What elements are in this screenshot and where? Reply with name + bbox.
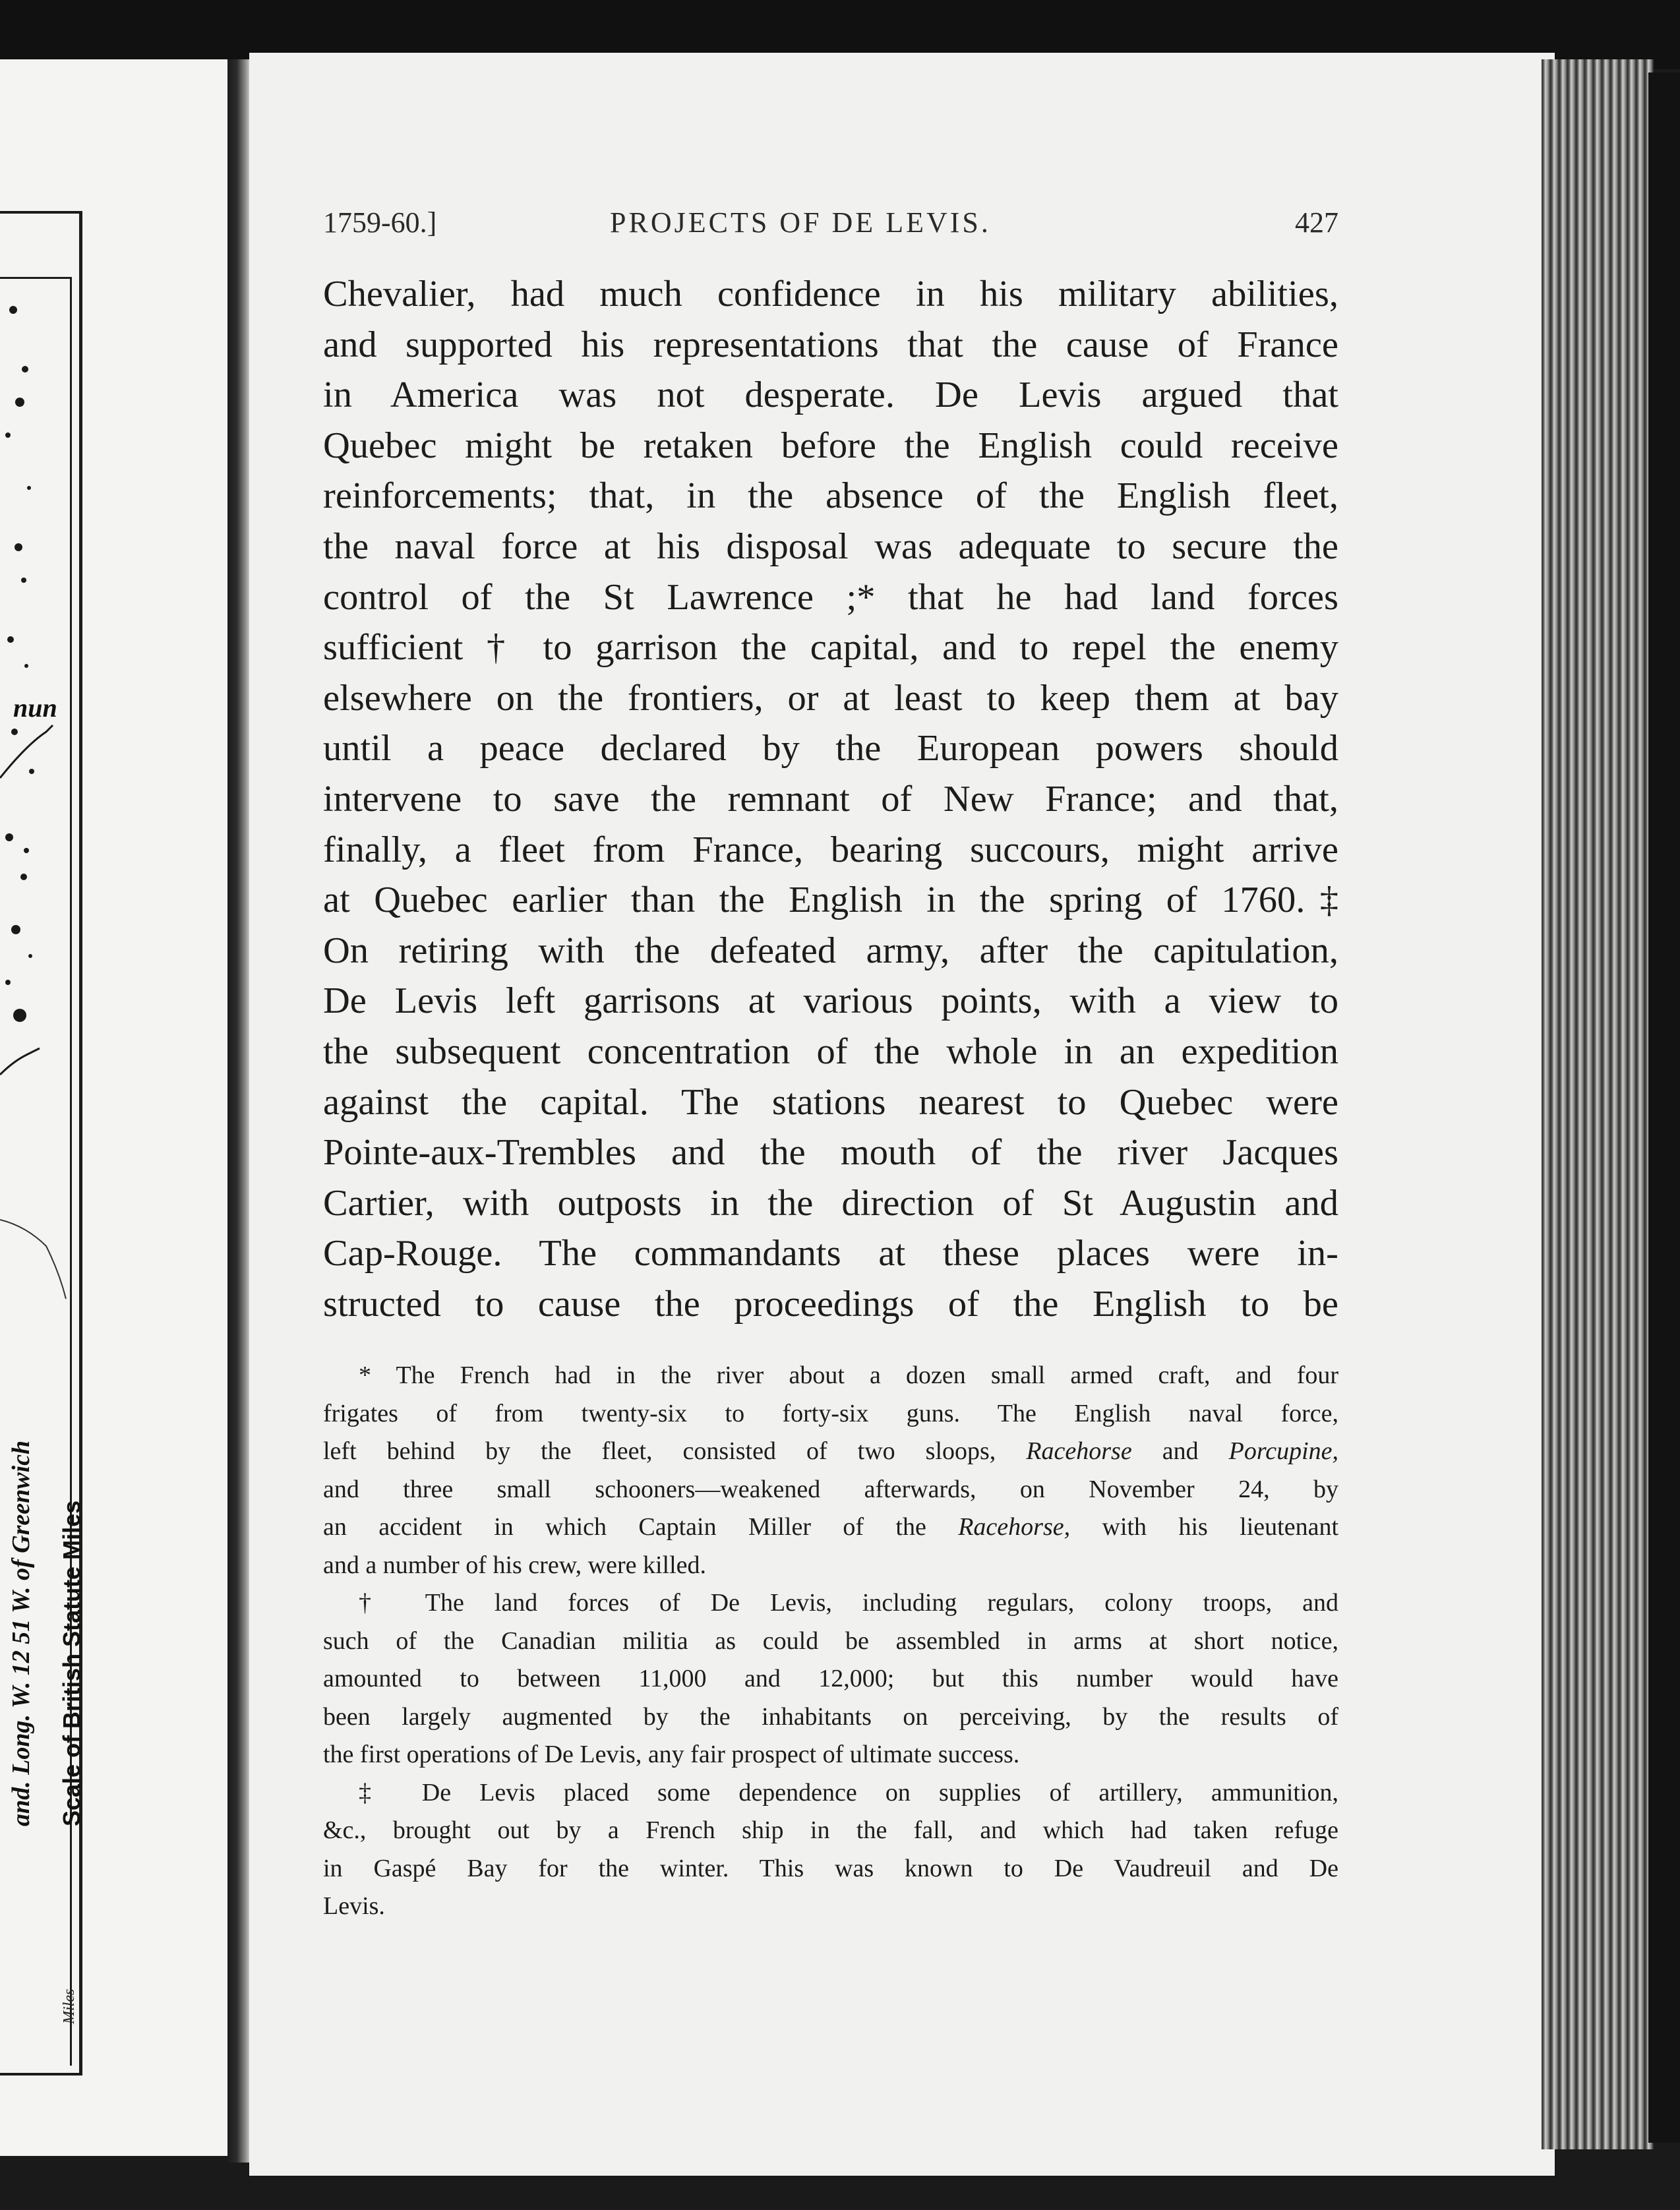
footnote-asterisk [323, 1357, 1338, 1584]
footnote-line: been largely augmented by the inhabitants on perceiving, by the results of [323, 1702, 1338, 1731]
page-edges [1542, 59, 1654, 2149]
book-gutter [227, 59, 251, 2163]
footnote-text: and [1131, 1437, 1229, 1465]
footnote-line: frigates of from twenty-six to forty-six guns. The English naval force, [323, 1399, 1338, 1427]
page-edges-shadow [1648, 73, 1680, 2143]
body-line: Cap-Rouge. The commandants at these places were in- [323, 1233, 1338, 1274]
footnote-line: Levis. [323, 1892, 385, 1920]
body-line: against the capital. The stations nearest to Quebec were [323, 1081, 1338, 1123]
footnote-line: and a number of his crew, were killed. [323, 1551, 707, 1579]
body-line: Pointe-aux-Trembles and the mouth of the river Jacques [323, 1132, 1338, 1174]
footnote-line: * The French had in the river about a dozen small armed craft, and four [359, 1361, 1338, 1389]
footnote-line: amounted to between 11,000 and 12,000; but this number would have [323, 1665, 1338, 1692]
running-header [323, 206, 1338, 252]
footnote-line: the first operations of De Levis, any fair prospect of ultimate success. [323, 1741, 1020, 1768]
body-line: control of the St Lawrence ;* that he had land forces [323, 576, 1338, 618]
body-line: at Quebec earlier than the English in the spring of 1760.‡ [323, 880, 1338, 921]
footnote-line [323, 1433, 1338, 1471]
body-text [323, 269, 1338, 1329]
map-scale-label: Scale of British Statute Miles [58, 1500, 85, 1826]
map-scale-miles: Miles [61, 1988, 78, 2024]
footnote-line [323, 1508, 1338, 1547]
body-line: Chevalier, had much confidence in his military abilities, [323, 274, 1338, 314]
footnote-line: † The land forces of De Levis, including regulars, colony troops, and [359, 1589, 1338, 1617]
body-line: intervene to save the remnant of New France; and that, [323, 778, 1338, 820]
map-coordinates-label: and. Long. W. 12 51 W. of Greenwich [7, 1440, 35, 1826]
body-line: in America was not desperate. De Levis argued that [323, 374, 1338, 416]
footnote-text: an accident in which Captain Miller of the [323, 1513, 959, 1541]
header-date-range: 1759-60.] [323, 206, 437, 239]
footnote-double-dagger [323, 1774, 1338, 1926]
body-line: structed to cause the proceedings of the English to be [323, 1283, 1338, 1325]
body-line: elsewhere on the frontiers, or at least to keep them at bay [323, 677, 1338, 719]
body-line: De Levis left garrisons at various points, with a view to [323, 980, 1338, 1022]
footnote-line: such of the Canadian militia as could be assembled in arms at short notice, [323, 1627, 1338, 1655]
footnote-line: in Gaspé Bay for the winter. This was known to De Vaudreuil and De [323, 1854, 1338, 1882]
map-river-label: nun [13, 693, 57, 723]
body-line: the subsequent concentration of the whole in an expedition [323, 1030, 1338, 1072]
footnote-line: ‡ De Levis placed some dependence on supplies of artillery, ammunition, [359, 1778, 1338, 1807]
ship-name: Porcupine, [1228, 1437, 1338, 1465]
body-line: the naval force at his disposal was adequate to secure the [323, 525, 1338, 567]
footnote-line: &c., brought out by a French ship in the fall, and which had taken refuge [323, 1816, 1338, 1844]
body-line: Cartier, with outposts in the direction of St Augustin and [323, 1182, 1338, 1224]
footnote-text: with his lieutenant [1070, 1513, 1339, 1541]
footnote-line: and three small schooners—weakened afterwards, on November 24, by [323, 1475, 1338, 1503]
body-line: sufficient † to garrison the capital, and to repel the enemy [323, 627, 1338, 669]
header-title: PROJECTS OF DE LEVIS. [610, 206, 991, 239]
ship-name: Racehorse [1026, 1437, 1132, 1465]
body-line: finally, a fleet from France, bearing succours, might arrive [323, 829, 1338, 870]
ship-name: Racehorse, [958, 1513, 1071, 1541]
body-line: reinforcements; that, in the absence of the English fleet, [323, 475, 1338, 517]
footnote-text: left behind by the fleet, consisted of two sloops, [323, 1437, 1027, 1465]
facing-page [0, 59, 237, 2156]
footnotes [323, 1357, 1338, 1926]
body-line: and supported his representations that the cause of France [323, 324, 1338, 365]
body-line: until a peace declared by the European powers should [323, 728, 1338, 769]
map-fragment [0, 270, 86, 1457]
body-line: On retiring with the defeated army, after the capitulation, [323, 930, 1338, 971]
body-line: Quebec might be retaken before the English could receive [323, 425, 1338, 466]
footnote-dagger [323, 1584, 1338, 1774]
page-number: 427 [1295, 206, 1338, 239]
